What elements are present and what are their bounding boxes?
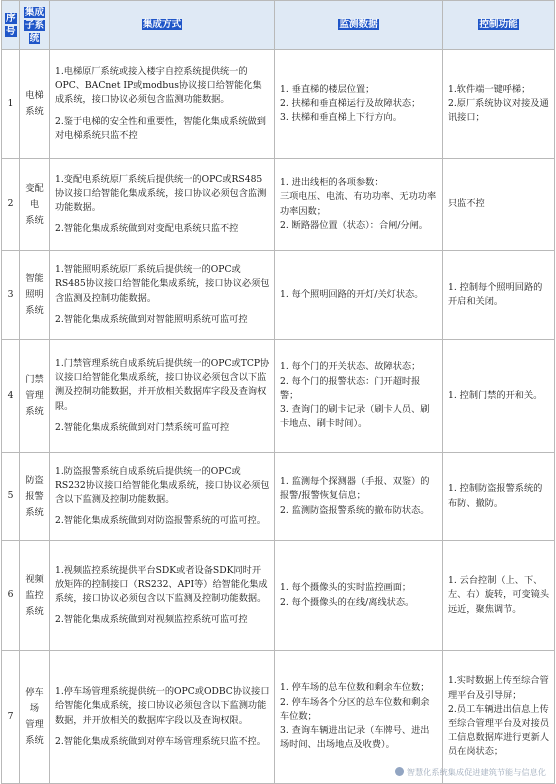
control-item: 1. 控制每个照明回路的开启和关闭。 [448,281,543,307]
subsystem-cell [20,251,50,340]
monitoring-item: 1. 监测每个探测器（手报、双鉴）的报警/报警恢复信息； [280,476,430,502]
control-function-cell [443,159,555,251]
subsystem-name-line: 系统 [25,735,44,746]
subsystem-name-line: 场 [29,703,40,714]
integration-paragraph: 2.鉴于电梯的安全性和重要性，智能化集成系统做到对电梯系统只监不控 [55,115,266,141]
row-index-cell: 4 [2,340,20,453]
subsystem-name-line: 视频 [25,573,44,585]
monitoring-data-cell [275,340,443,453]
monitoring-item: 3. 查询门的刷卡记录（刷卡人员、刷卡地点、刷卡时间）。 [280,404,430,430]
subsystem-name-line: 门禁 [25,374,44,385]
control-function-cell [443,541,555,651]
monitoring-item: 3. 扶梯和垂直梯上下行方向。 [280,112,402,124]
monitoring-item: 1. 停车场的总车位数和剩余车位数； [280,682,430,694]
control-item: 1. 云台控制（上、下、左、右）旋转，可变镜头远近，聚焦调节。 [448,575,550,615]
integration-paragraph: 2.智能化集成系统做到对防盗报警系统的可监可控。 [55,515,266,527]
control-item: 1. 控制防盗报警系统的布防、撤防。 [448,483,543,509]
integration-method-cell [50,340,275,453]
table-row [2,453,555,541]
subsystem-cell [20,453,50,541]
subsystem-name-line: 智能 [25,273,44,284]
subsystem-name-line: 变配 [25,182,44,194]
integration-paragraph: 2.智能化集成系统做到对视频监控系统可监可控 [55,614,248,626]
subsystem-name-line: 系统 [25,406,44,417]
control-item: 1. 控制门禁的开和关。 [448,389,543,401]
integration-paragraph: 1.电梯原厂系统或接入楼宇自控系统提供统一的OPC、BACnet IP或modbus协议接口给智能化集成系统，接口协议必须包含监测功能数据。 [55,65,262,106]
integration-method-cell [50,541,275,651]
subsystem-name-line: 系统 [25,305,44,316]
table-row [2,159,555,251]
control-item: 2.原厂系统协议对接及通讯接口； [448,97,549,124]
monitoring-data-cell [275,159,443,251]
monitoring-item: 2. 扶梯和垂直梯运行及故障状态； [280,97,421,109]
control-function-cell [443,651,555,784]
subsystem-name-line: 系统 [25,106,44,117]
row-index-cell: 3 [2,251,20,340]
integration-paragraph: 1.门禁管理系统自成系统后提供统一的OPC或TCP协议接口给智能化集成系统，接口协议必须包含以下监测及控制功能数据，并开放相关数据库字段及查询权限。 [55,357,270,412]
integration-paragraph: 1.停车场管理系统提供统一的OPC或ODBC协议接口给智能化集成系统，接口协议必须包含以下监测功能数据，并开放相关的数据库字段以及查询权限。 [55,686,270,726]
control-function-cell [443,50,555,159]
subsystem-name-line: 管理 [25,719,44,730]
subsystem-name-line: 停车 [25,687,44,698]
integration-paragraph: 1.变配电系统原厂系统后提供统一的OPC或RS485协议接口给智能化集成系统，接口协议必须包含监测功能数据。 [55,173,267,213]
subsystem-name-line: 系统 [25,605,44,617]
table-row [2,251,555,340]
monitoring-data-cell [275,251,443,340]
monitoring-item: 1. 每个照明回路的开灯/关灯状态。 [280,288,424,300]
watermark: 智慧化系统集成促进建筑节能与信息化 [395,767,546,778]
integration-paragraph: 2.智能化集成系统做到对智能照明系统可监可控 [55,313,248,325]
header-index: 序 号 [2,1,20,50]
integration-paragraph: 2.智能化集成系统做到对停车场管理系统只监不控。 [55,735,266,747]
control-function-cell [443,251,555,340]
control-item: 2.员工车辆进出信息上传至综合管理平台及对接员工信息数据库进行更新人员在岗状态； [448,703,550,758]
integration-paragraph: 2.智能化集成系统做到对变配电系统只监不控 [55,223,239,235]
integration-paragraph: 1.智能照明系统原厂系统后提供统一的OPC或RS485协议接口给智能化集成系统，接口协议必须包含监测及控制功能数据。 [55,264,270,304]
subsystem-name-line: 防盗 [25,474,44,486]
integration-paragraph: 1.视频监控系统提供平台SDK或者设备SDK同时开放矩阵的控制接口（RS232、API等）给智能化集成系统，接口协议必须包含以下监测及控制功能数据。 [55,564,268,604]
control-item: 1.软件端一键呼梯； [448,83,531,95]
integration-paragraph: 1.防盗报警系统自成系统后提供统一的OPC或RS232协议接口给智能化集成系统，接口协议必须包含以下监测及控制功能数据。 [55,465,270,505]
monitoring-item: 1. 进出线柜的各项参数： [280,177,384,189]
subsystem-name-line: 电 [29,198,40,210]
monitoring-item: 三项电压、电流、有功功率、无功功率功率因数； [280,191,437,217]
monitoring-data-cell [275,453,443,541]
row-index-cell: 5 [2,453,20,541]
subsystem-cell [20,541,50,651]
monitoring-item: 2. 每个摄像头的在线/离线状态。 [280,596,415,608]
header-control-function: 控制功能 [443,1,555,50]
monitoring-item: 1. 每个门的开关状态、故障状态； [280,361,421,373]
subsystem-name-line: 管理 [25,390,44,401]
subsystem-name-line: 监控 [25,589,44,601]
control-function-cell [443,453,555,541]
row-index-cell: 7 [2,651,20,784]
subsystem-name-line: 报警 [25,490,44,502]
table-row [2,651,555,784]
monitoring-item: 2. 停车场各个分区的总车位数和剩余车位数； [280,696,430,722]
monitoring-item: 3. 查询车辆进出记录（车牌号、进出场时间、出场地点及收费）。 [280,725,430,751]
integration-paragraph: 2.智能化集成系统做到对门禁系统可监可控 [55,421,230,433]
control-function-cell [443,340,555,453]
table-row [2,340,555,453]
monitoring-item: 1. 每个摄像头的实时监控画面； [280,582,412,594]
subsystem-name-line: 系统 [25,506,44,518]
table-row [2,50,555,159]
subsystem-name-line: 照明 [25,289,44,300]
monitoring-item: 2. 每个门的报警状态：门开超时报警； [280,375,421,401]
row-index-cell: 6 [2,541,20,651]
subsystem-cell [20,340,50,453]
header-integration-method: 集成方式 [50,1,275,50]
subsystem-name-line: 系统 [25,214,44,226]
subsystem-cell [20,651,50,784]
integration-method-cell [50,651,275,784]
integration-method-cell [50,159,275,251]
monitoring-item: 2. 监测防盗报警系统的撤布防状态。 [280,504,430,516]
table-header-row [2,1,555,50]
row-index-cell: 1 [2,50,20,159]
table-row [2,541,555,651]
header-subsystem: 集成 子系 统 [20,1,50,50]
watermark-logo-icon [395,767,404,776]
monitoring-item: 1. 垂直梯的楼层位置； [280,83,375,95]
integration-table [1,0,555,784]
monitoring-data-cell [275,541,443,651]
subsystem-name-line: 电梯 [25,90,44,101]
integration-method-cell [50,251,275,340]
control-item: 1.实时数据上传至综合管理平台及引导屏； [448,675,549,701]
monitoring-data-cell [275,50,443,159]
monitoring-item: 2. 断路器位置（状态）：合闸/分闸。 [280,219,428,231]
monitoring-data-cell [275,651,443,784]
subsystem-cell [20,159,50,251]
integration-method-cell [50,50,275,159]
subsystem-cell [20,50,50,159]
integration-method-cell [50,453,275,541]
row-index-cell: 2 [2,159,20,251]
control-item: 只监不控 [448,198,485,210]
header-monitoring-data: 监测数据 [275,1,443,50]
